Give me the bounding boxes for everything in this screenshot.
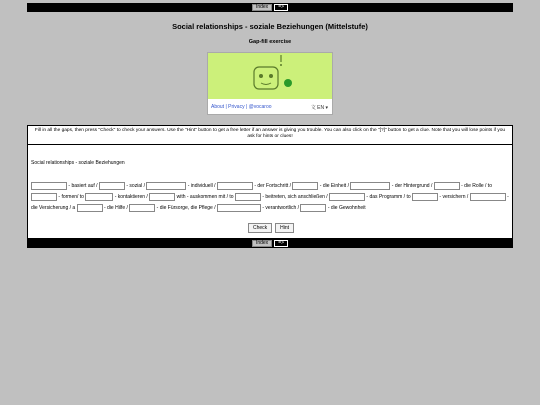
gap-text: - versichern / xyxy=(438,194,470,200)
gap-input[interactable] xyxy=(235,193,261,201)
gap-text: - die Rolle / to xyxy=(459,183,492,189)
top-nav-bar xyxy=(27,3,513,12)
exercise-panel xyxy=(27,145,513,239)
page-subtitle: Gap-fill exercise xyxy=(248,39,292,45)
gap-input[interactable] xyxy=(412,193,438,201)
language-selector[interactable] xyxy=(311,104,328,111)
gap-text: - das Programm / to xyxy=(365,194,413,200)
bottom-nav-bar xyxy=(27,239,513,248)
separator: | xyxy=(245,104,248,110)
about-link[interactable]: About xyxy=(211,104,225,110)
gap-input[interactable] xyxy=(99,182,125,190)
gap-input[interactable] xyxy=(217,182,253,190)
gap-text: - der Fortschritt / xyxy=(252,183,293,189)
action-buttons xyxy=(28,223,514,233)
gap-fill-area xyxy=(31,181,509,214)
main-content xyxy=(27,12,513,239)
translate-icon: 文 xyxy=(310,105,316,111)
index-button[interactable]: Index xyxy=(252,240,272,247)
gap-text: - beitreten, sich anschließen / xyxy=(260,194,330,200)
separator: | xyxy=(225,104,227,110)
ad-widget xyxy=(207,52,333,115)
gap-text: - verantwortlich / xyxy=(260,205,301,211)
gap-text: - formen/ to xyxy=(57,194,86,200)
gap-input[interactable] xyxy=(129,204,155,212)
exercise-title: Social relationships - soziale Beziehungen xyxy=(31,160,125,166)
chevron-down-icon: ▾ xyxy=(325,105,328,111)
gap-input[interactable] xyxy=(300,204,326,212)
index-button[interactable]: Index xyxy=(252,4,272,11)
instructions: Fill in all the gaps, then press "Check" to check your answers. Use the "Hint" button to get a free letter if an answer is giving you trouble. You can also click on the "[?]" button to get a clue. Note that you will lose points if you ask for hints or clues! xyxy=(27,125,513,145)
robot-mascot-icon xyxy=(208,53,332,99)
gap-input[interactable] xyxy=(149,193,175,201)
gap-text: - individuell / xyxy=(186,183,217,189)
vocaroo-link[interactable]: @vocaroo xyxy=(248,104,272,110)
gap-text: with - auskommen mit / to xyxy=(175,194,235,200)
gap-input[interactable] xyxy=(217,204,261,212)
ad-illustration xyxy=(208,53,332,99)
gap-text: - die Gewohnheit xyxy=(326,205,366,211)
language-label: EN xyxy=(317,105,325,111)
gap-input[interactable] xyxy=(292,182,318,190)
gap-text: - sozial / xyxy=(124,183,147,189)
next-button[interactable]: => xyxy=(274,4,288,11)
gap-text: - basiert auf / xyxy=(67,183,99,189)
gap-input[interactable] xyxy=(434,182,460,190)
check-button[interactable]: Check xyxy=(248,223,272,233)
gap-text: - der Hintergrund / xyxy=(390,183,434,189)
hint-button[interactable]: Hint xyxy=(275,223,294,233)
gap-text: - die Einheit / xyxy=(318,183,351,189)
gap-input[interactable] xyxy=(329,193,365,201)
next-button[interactable]: => xyxy=(274,240,288,247)
privacy-link[interactable]: Privacy xyxy=(228,104,245,110)
gap-input[interactable] xyxy=(77,204,103,212)
gap-text: - die Fürsorge, die Pflege / xyxy=(155,205,217,211)
gap-input[interactable] xyxy=(470,193,506,201)
gap-text: - kontaktieren / xyxy=(113,194,150,200)
gap-input[interactable] xyxy=(31,193,57,201)
gap-input[interactable] xyxy=(146,182,186,190)
page-title: Social relationships - soziale Beziehungen (Mittelstufe) xyxy=(172,22,368,31)
gap-text: - die Hilfe / xyxy=(102,205,130,211)
gap-text: - die Versicherung / a xyxy=(31,194,509,211)
gap-input[interactable] xyxy=(85,193,113,201)
gap-input[interactable] xyxy=(31,182,67,190)
ad-links xyxy=(211,104,272,110)
gap-input[interactable] xyxy=(350,182,390,190)
